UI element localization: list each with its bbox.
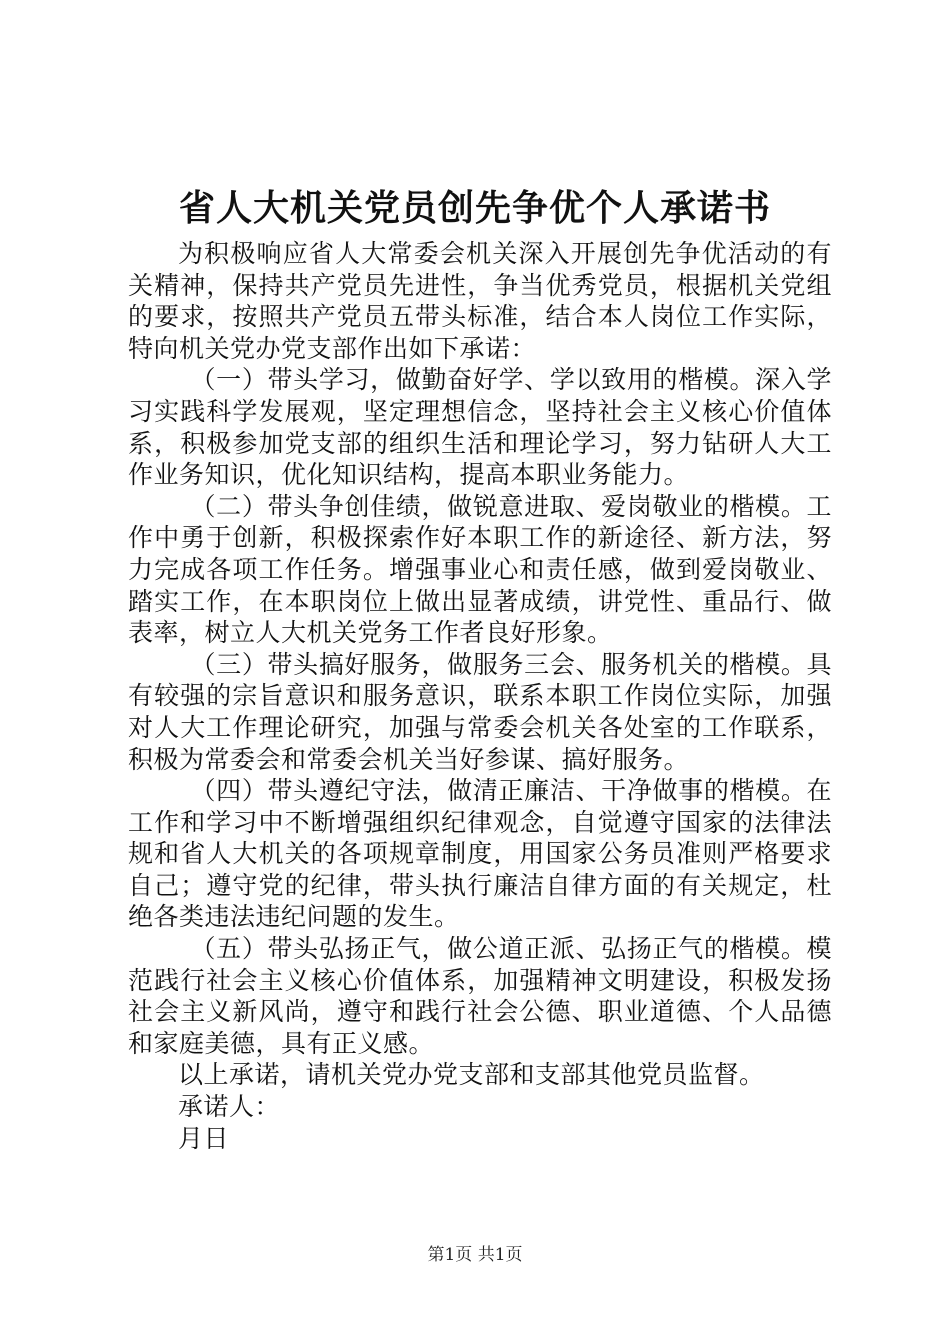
commitment-paragraph-4: （四）带头遵纪守法，做清正廉洁、干净做事的楷模。在工作和学习中不断增强组织纪律观念，自觉遵守国家的法律法规和省人大机关的各项规章制度，用国家公务员准则严格要求自己；遵守党的纪律，带头执行廉洁自律方面的有关规定，杜绝各类违法违纪问题的发生。 [128, 776, 832, 932]
supervision-paragraph: 以上承诺，请机关党办党支部和支部其他党员监督。 [178, 1060, 765, 1090]
commitment-paragraph-2: （二）带头争创佳绩，做锐意进取、爱岗敬业的楷模。工作中勇于创新，积极探索作好本职工作的新途径、新方法，努力完成各项工作任务。增强事业心和责任感，做到爱岗敬业、踏实工作，在本职岗位上做出显著成绩，讲党性、重品行、做表率，树立人大机关党务工作者良好形象。 [128, 491, 832, 648]
page-footer: 第1页 共1页 [427, 1245, 523, 1265]
date-label: 月日 [178, 1123, 230, 1153]
commitment-paragraph-1: （一）带头学习，做勤奋好学、学以致用的楷模。深入学习实践科学发展观，坚定理想信念，坚持社会主义核心价值体系，积极参加党支部的组织生活和理论学习，努力钻研人大工作业务知识，优化知识结构，提高本职业务能力。 [128, 365, 832, 490]
document-title: 省人大机关党员创先争优个人承诺书 [178, 187, 771, 229]
commitment-paragraph-3: （三）带头搞好服务，做服务三会、服务机关的楷模。具有较强的宗旨意识和服务意识，联系本职工作岗位实际，加强对人大工作理论研究，加强与常委会机关各处室的工作联系，积极为常委会和常委会机关当好参谋、搞好服务。 [128, 649, 832, 774]
document-body [128, 238, 832, 1154]
intro-paragraph: 为积极响应省人大常委会机关深入开展创先争优活动的有关精神，保持共产党员先进性，争当优秀党员，根据机关党组的要求，按照共产党员五带头标准，结合本人岗位工作实际，特向机关党办党支部作出如下承诺： [128, 239, 832, 363]
signatory-label: 承诺人： [178, 1092, 281, 1122]
commitment-paragraph-5: （五）带头弘扬正气，做公道正派、弘扬正气的楷模。模范践行社会主义核心价值体系，加强精神文明建设，积极发扬社会主义新风尚，遵守和践行社会公德、职业道德、个人品德和家庭美德，具有正义感。 [128, 934, 832, 1058]
